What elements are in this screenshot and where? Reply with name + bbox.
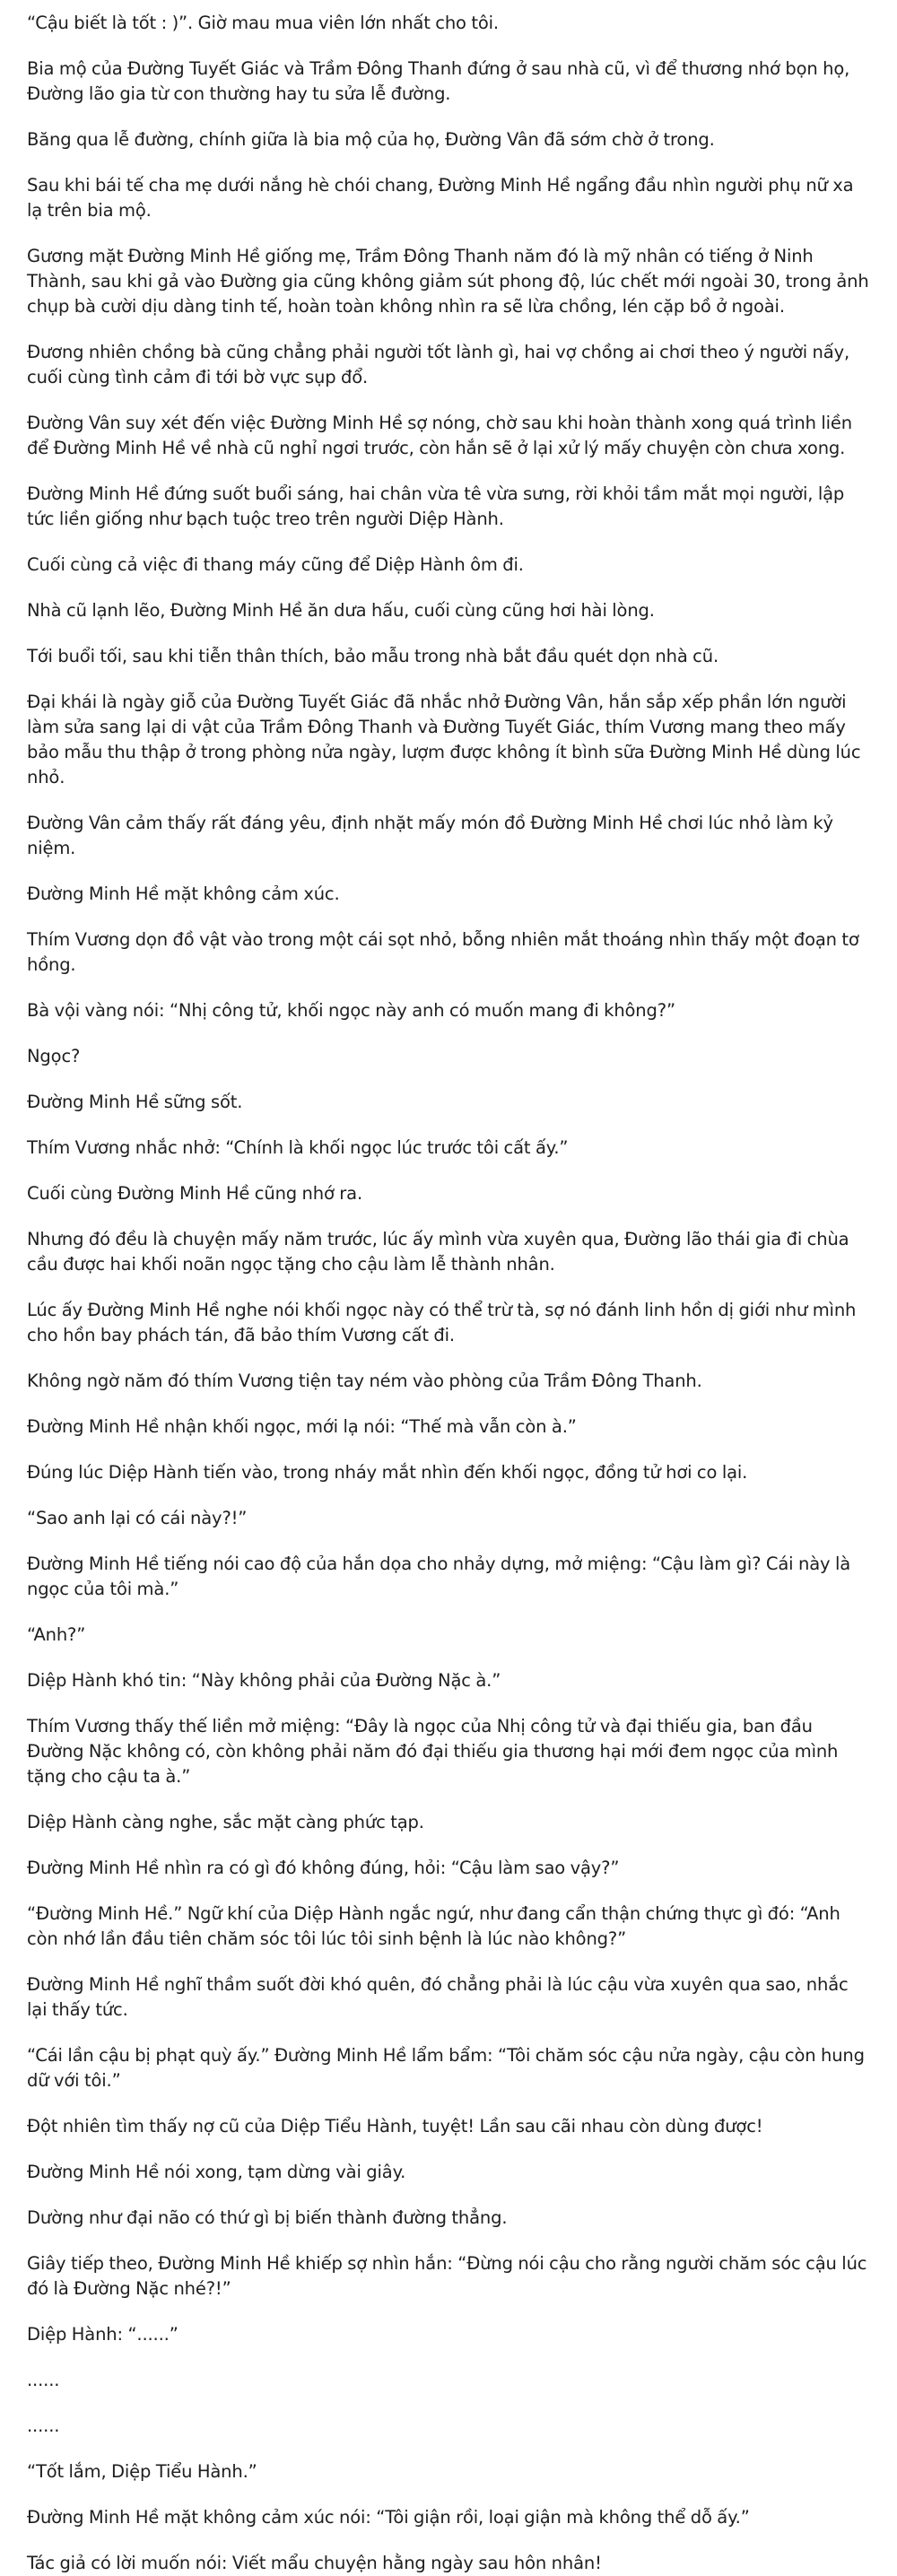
paragraph: Đột nhiên tìm thấy nợ cũ của Diệp Tiểu Hành, tuyệt! Lần sau cãi nhau còn dùng được!: [27, 2116, 763, 2137]
paragraph: “Sao anh lại có cái này?!”: [27, 1508, 248, 1528]
paragraph: “Cái lần cậu bị phạt quỳ ấy.” Đường Minh Hề lẩm bẩm: “Tôi chăm sóc cậu nửa ngày, cậu còn hung dữ với tôi.”: [27, 2045, 865, 2091]
paragraph: Diệp Hành: “......”: [27, 2324, 179, 2345]
paragraph: Gương mặt Đường Minh Hề giống mẹ, Trầm Đông Thanh năm đó là mỹ nhân có tiếng ở Ninh Thành, sau khi gả vào Đường gia cũng không giảm sút phong độ, lúc chết mới ngoài 30, trong ảnh chụp bà cười dịu dàng tinh tế, hoàn toàn không nhìn ra sẽ lừa chồng, lén cặp bồ ở ngoài.: [27, 246, 869, 317]
paragraph: Diệp Hành càng nghe, sắc mặt càng phức tạp.: [27, 1812, 424, 1832]
paragraph: Dường như đại não có thứ gì bị biến thành đường thẳng.: [27, 2207, 508, 2228]
paragraph: Băng qua lễ đường, chính giữa là bia mộ của họ, Đường Vân đã sớm chờ ở trong.: [27, 129, 715, 150]
paragraph: Đường Minh Hề nói xong, tạm dừng vài giây.: [27, 2162, 406, 2182]
paragraph: Giây tiếp theo, Đường Minh Hề khiếp sợ nhìn hắn: “Đừng nói cậu cho rằng người chăm sóc cậu lúc đó là Đường Nặc nhé?!”: [27, 2253, 867, 2299]
paragraph: “Anh?”: [27, 1624, 86, 1645]
paragraph: Sau khi bái tế cha mẹ dưới nắng hè chói chang, Đường Minh Hề ngẩng đầu nhìn người phụ nữ xa lạ trên bia mộ.: [27, 175, 854, 221]
paragraph: Đường Minh Hề mặt không cảm xúc nói: “Tôi giận rồi, loại giận mà không thể dỗ ấy.”: [27, 2507, 750, 2528]
paragraph: “Tốt lắm, Diệp Tiểu Hành.”: [27, 2461, 257, 2482]
paragraph: Đường Minh Hề nghĩ thầm suốt đời khó quên, đó chẳng phải là lúc cậu vừa xuyên qua sao, nhắc lại thấy tức.: [27, 1974, 849, 2020]
paragraph: Đường Minh Hề nhìn ra có gì đó không đúng, hỏi: “Cậu làm sao vậy?”: [27, 1858, 620, 1878]
paragraph: Nhưng đó đều là chuyện mấy năm trước, lúc ấy mình vừa xuyên qua, Đường lão thái gia đi chùa cầu được hai khối noãn ngọc tặng cho cậu làm lễ thành nhân.: [27, 1229, 849, 1275]
paragraph: Cuối cùng Đường Minh Hề cũng nhớ ra.: [27, 1183, 363, 1204]
paragraph: Đường Vân suy xét đến việc Đường Minh Hề sợ nóng, chờ sau khi hoàn thành xong quá trình liền để Đường Minh Hề về nhà cũ nghỉ ngơi trước, còn hắn sẽ ở lại xử lý mấy chuyện còn chưa xong.: [27, 413, 852, 458]
paragraph: Nhà cũ lạnh lẽo, Đường Minh Hề ăn dưa hấu, cuối cùng cũng hơi hài lòng.: [27, 600, 655, 621]
paragraph: Đúng lúc Diệp Hành tiến vào, trong nháy mắt nhìn đến khối ngọc, đồng tử hơi co lại.: [27, 1462, 748, 1483]
paragraph: Đại khái là ngày giỗ của Đường Tuyết Giác đã nhắc nhở Đường Vân, hắn sắp xếp phần lớn người làm sửa sang lại di vật của Trầm Đông Thanh và Đường Tuyết Giác, thím Vương mang theo mấy bảo mẫu thu thập ở trong phòng nửa ngày, lượm được không ít bình sữa Đường Minh Hề dùng lúc nhỏ.: [27, 692, 861, 788]
paragraph: “Đường Minh Hề.” Ngữ khí của Diệp Hành ngắc ngứ, như đang cẩn thận chứng thực gì đó: “Anh còn nhớ lần đầu tiên chăm sóc tôi lúc tôi sinh bệnh là lúc nào không?”: [27, 1903, 840, 1949]
paragraph: Ngọc?: [27, 1046, 81, 1066]
paragraph: Đương nhiên chồng bà cũng chẳng phải người tốt lành gì, hai vợ chồng ai chơi theo ý người nấy, cuối cùng tình cảm đi tới bờ vực sụp đổ.: [27, 342, 850, 387]
paragraph: Diệp Hành khó tin: “Này không phải của Đường Nặc à.”: [27, 1670, 501, 1691]
paragraph: Đường Minh Hề tiếng nói cao độ của hắn dọa cho nhảy dựng, mở miệng: “Cậu làm gì? Cái này là ngọc của tôi mà.”: [27, 1553, 851, 1599]
paragraph: Thím Vương dọn đồ vật vào trong một cái sọt nhỏ, bỗng nhiên mắt thoáng nhìn thấy một đoạn tơ hồng.: [27, 929, 859, 975]
paragraph: ......: [27, 2370, 60, 2390]
paragraph: Bia mộ của Đường Tuyết Giác và Trầm Đông Thanh đứng ở sau nhà cũ, vì để thương nhớ bọn họ, Đường lão gia từ con thường hay tu sửa lễ đường.: [27, 58, 850, 104]
paragraph: Tác giả có lời muốn nói: Viết mẩu chuyện hằng ngày sau hôn nhân!: [27, 2553, 602, 2573]
paragraph: Đường Minh Hề mặt không cảm xúc.: [27, 883, 340, 904]
paragraph: Đường Minh Hề nhận khối ngọc, mới lạ nói: “Thế mà vẫn còn à.”: [27, 1416, 577, 1437]
paragraph: Thím Vương thấy thế liền mở miệng: “Đây là ngọc của Nhị công tử và đại thiếu gia, ban đầu Đường Nặc không có, còn không phải năm đó đại thiếu gia thương hại mới đem ngọc của mình tặng cho cậu ta à.”: [27, 1716, 839, 1787]
paragraph: Đường Minh Hề đứng suốt buổi sáng, hai chân vừa tê vừa sưng, rời khỏi tầm mắt mọi người, lập tức liền giống như bạch tuộc treo trên người Diệp Hành.: [27, 483, 845, 529]
paragraph: Cuối cùng cả việc đi thang máy cũng để Diệp Hành ôm đi.: [27, 554, 524, 575]
paragraph: ......: [27, 2415, 60, 2436]
paragraph: Không ngờ năm đó thím Vương tiện tay ném vào phòng của Trầm Đông Thanh.: [27, 1371, 702, 1391]
paragraph: Bà vội vàng nói: “Nhị công tử, khối ngọc này anh có muốn mang đi không?”: [27, 1000, 675, 1021]
paragraph: Lúc ấy Đường Minh Hề nghe nói khối ngọc này có thể trừ tà, sợ nó đánh linh hồn dị giới như mình cho hồn bay phách tán, đã bảo thím Vương cất đi.: [27, 1300, 857, 1345]
paragraph: “Cậu biết là tốt : )”. Giờ mau mua viên lớn nhất cho tôi.: [27, 13, 499, 33]
paragraph: Đường Vân cảm thấy rất đáng yêu, định nhặt mấy món đồ Đường Minh Hề chơi lúc nhỏ làm kỷ niệm.: [27, 813, 833, 858]
paragraph: Thím Vương nhắc nhở: “Chính là khối ngọc lúc trước tôi cất ấy.”: [27, 1137, 569, 1158]
paragraph: Đường Minh Hề sững sốt.: [27, 1092, 243, 1112]
paragraph: Tới buổi tối, sau khi tiễn thân thích, bảo mẫu trong nhà bắt đầu quét dọn nhà cũ.: [27, 646, 719, 666]
